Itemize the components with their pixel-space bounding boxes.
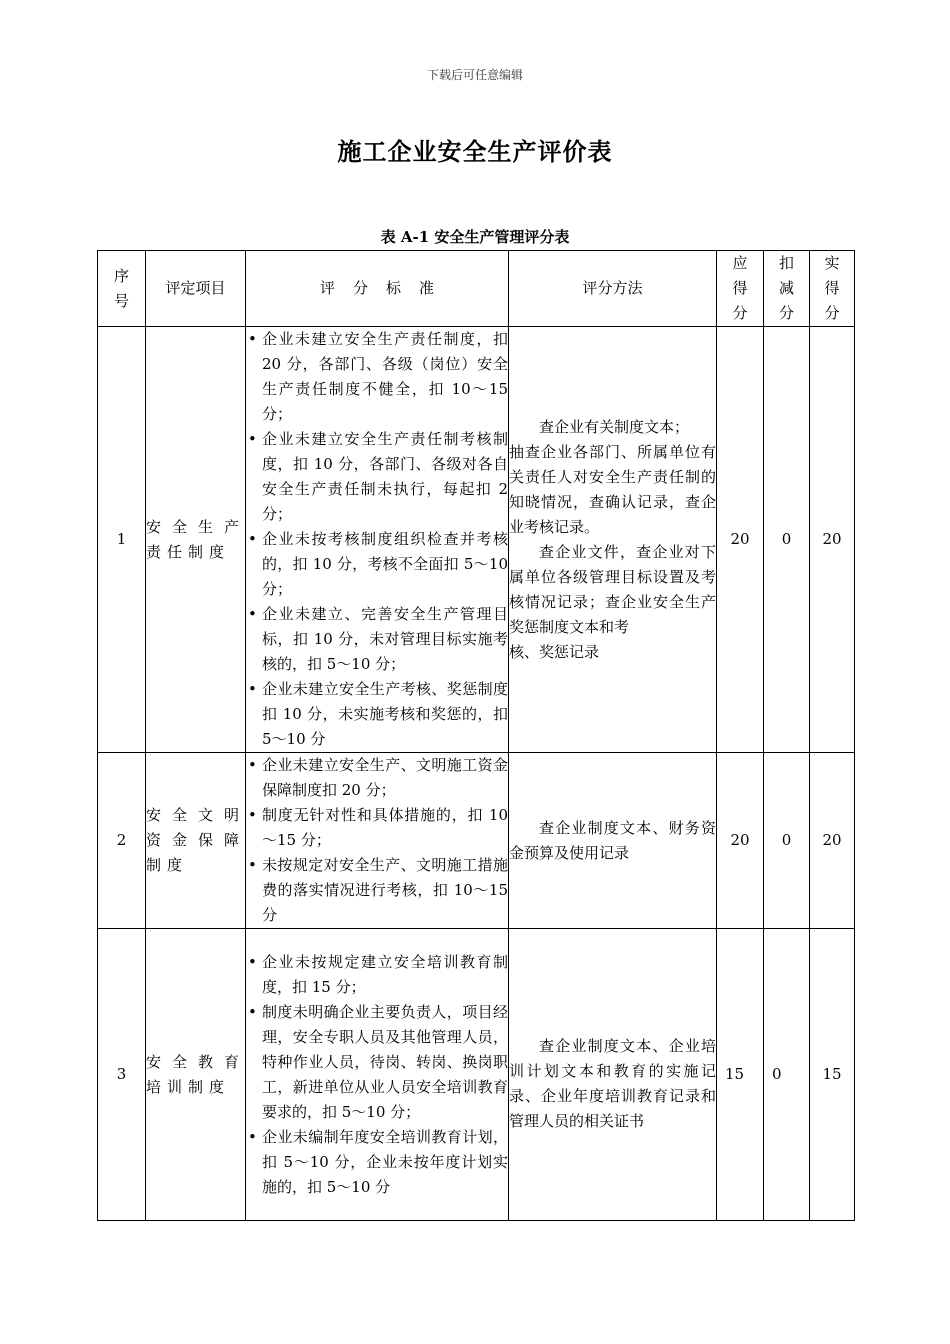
row-deduct: 0 (764, 327, 810, 753)
method-line: 查企业制度文本、企业培训计划文本和教育的实施记录、企业年度培训教育记录和管理人员的相关证书 (509, 1036, 716, 1130)
row-full-score: 20 (717, 327, 764, 753)
document-title: 施工企业安全生产评价表 (337, 137, 613, 166)
criteria-item: • 未按规定对安全生产、文明施工措施费的落实情况进行考核，扣 10～15 分 (246, 853, 508, 928)
header-deduct: 扣减分 (764, 251, 810, 327)
row-method (509, 753, 717, 929)
row-deduct: 0 (764, 929, 810, 1221)
header-criteria: 评分标准 (246, 251, 509, 327)
header-method: 评分方法 (509, 251, 717, 327)
criteria-item: • 制度未明确企业主要负责人，项目经理，安全专职人员及其他管理人员，特种作业人员，待岗、转岗、换岗职工，新进单位从业人员安全培训教育要求的，扣 5～10 分； (246, 1000, 508, 1125)
method-line: 查企业文件，查企业对下属单位各级管理目标设置及考核情况记录；查企业安全生产奖惩制度文本和考 (509, 542, 716, 636)
row-criteria (246, 929, 509, 1221)
header-item: 评定项目 (146, 251, 246, 327)
header-actual: 实得分 (810, 251, 855, 327)
row-actual: 15 (810, 929, 855, 1221)
row-actual: 20 (810, 327, 855, 753)
criteria-item: • 企业未建立安全生产责任制考核制度，扣 10 分，各部门、各级对各自安全生产责任制未执行，每起扣 2 分； (246, 427, 508, 527)
table-header-row (98, 251, 855, 327)
row-item: 安全生产责任制度 (146, 327, 246, 753)
row-criteria (246, 753, 509, 929)
table-row (98, 753, 855, 929)
row-seq: 2 (98, 753, 146, 929)
method-line: 核、奖惩记录 (509, 642, 600, 661)
header-full-score: 应得分 (717, 251, 764, 327)
row-method (509, 929, 717, 1221)
criteria-item: • 企业未建立、完善安全生产管理目标，扣 10 分，未对管理目标实施考核的，扣 5～10 分； (246, 602, 508, 677)
criteria-item: • 企业未按考核制度组织检查并考核的，扣 10 分，考核不全面扣 5～10 分； (246, 527, 508, 602)
header-note: 下载后可任意编辑 (426, 68, 523, 82)
criteria-item: • 企业未建立安全生产考核、奖惩制度扣 10 分，未实施考核和奖惩的，扣 5～10 分 (246, 677, 508, 752)
row-item: 安全文明资金保障制度 (146, 753, 246, 929)
criteria-item: • 制度无针对性和具体措施的，扣 10～15 分； (246, 803, 508, 853)
method-line: 查企业有关制度文本； (539, 417, 690, 436)
header-seq: 序号 (98, 251, 146, 327)
row-method (509, 327, 717, 753)
row-actual: 20 (810, 753, 855, 929)
row-item: 安全教育培训制度 (146, 929, 246, 1221)
table-row (98, 327, 855, 753)
criteria-item: • 企业未建立安全生产、文明施工资金保障制度扣 20 分； (246, 753, 508, 803)
table-row (98, 929, 855, 1221)
method-line: 查企业制度文本、财务资金预算及使用记录 (509, 818, 716, 862)
table-caption: 表 A-1 安全生产管理评分表 (380, 228, 570, 246)
row-seq: 3 (98, 929, 146, 1221)
row-full-score: 20 (717, 753, 764, 929)
row-deduct: 0 (764, 753, 810, 929)
row-full-score: 15 (717, 929, 764, 1221)
row-seq: 1 (98, 327, 146, 753)
criteria-item: • 企业未建立安全生产责任制度，扣 20 分，各部门、各级（岗位）安全生产责任制度不健全，扣 10～15 分； (246, 327, 508, 427)
criteria-item: • 企业未编制年度安全培训教育计划，扣 5～10 分，企业未按年度计划实施的，扣 5～10 分 (246, 1125, 508, 1200)
row-criteria (246, 327, 509, 753)
scoring-table (97, 250, 855, 1221)
criteria-item: • 企业未按规定建立安全培训教育制度，扣 15 分； (246, 950, 508, 1000)
method-line: 抽查企业各部门、所属单位有关责任人对安全生产责任制的知晓情况，查确认记录，查企业考核记录。 (509, 442, 716, 536)
